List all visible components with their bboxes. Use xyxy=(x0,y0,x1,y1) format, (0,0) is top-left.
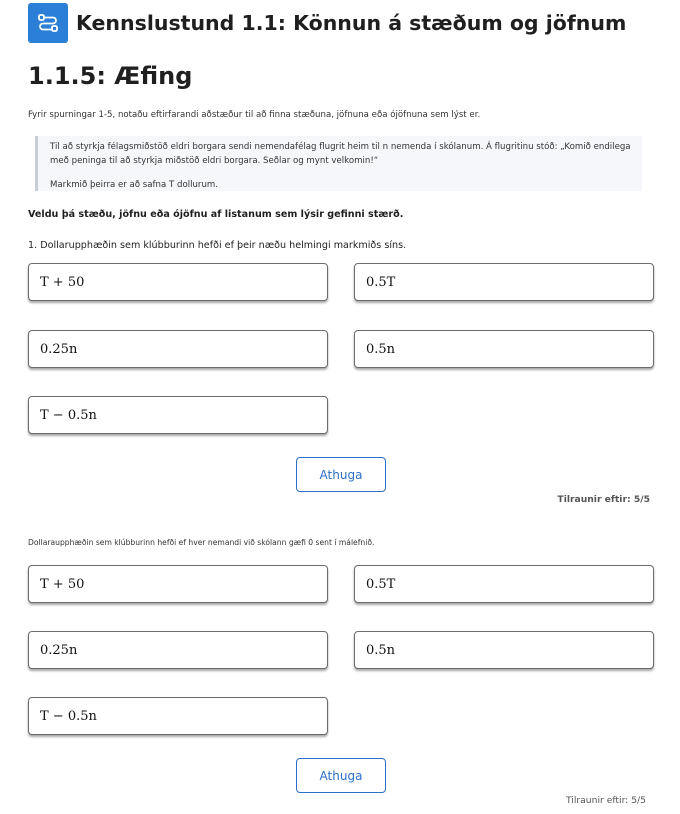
q2-option-1[interactable]: T + 50 xyxy=(28,565,328,603)
q1-option-5[interactable]: T − 0.5n xyxy=(28,396,328,434)
instruction-text: Veldu þá stæðu, jöfnu eða ójöfnu af listanum sem lýsir gefinni stærð. xyxy=(28,209,404,220)
q2-option-2[interactable]: 0.5T xyxy=(354,565,654,603)
q1-check-button[interactable]: Athuga xyxy=(296,457,386,492)
q2-check-button[interactable]: Athuga xyxy=(296,758,386,793)
q1-option-1[interactable]: T + 50 xyxy=(28,263,328,301)
section-title: 1.1.5: Æfing xyxy=(28,62,193,90)
scenario-goal: Markmið þeirra er að safna T dollurum. xyxy=(50,180,219,190)
q2-option-5[interactable]: T − 0.5n xyxy=(28,697,328,735)
q2-option-3[interactable]: 0.25n xyxy=(28,631,328,669)
lesson-title: Kennslustund 1.1: Könnun á stæðum og jöfnum xyxy=(76,11,627,35)
q1-option-2[interactable]: 0.5T xyxy=(354,263,654,301)
question-1-text: 1. Dollarupphæðin sem klúbburinn hefði ef þeir næðu helmingi markmiðs síns. xyxy=(28,240,407,251)
q1-option-3[interactable]: 0.25n xyxy=(28,330,328,368)
intro-text: Fyrir spurningar 1-5, notaðu eftirfarandi aðstæður til að finna stæðuna, jöfnuna eða ójöfnuna sem lýst er. xyxy=(28,110,481,120)
q1-option-4[interactable]: 0.5n xyxy=(354,330,654,368)
q2-attempts-remaining: Tilraunir eftir: 5/5 xyxy=(565,795,646,806)
q1-attempts-remaining: Tilraunir eftir: 5/5 xyxy=(557,494,650,505)
lesson-header xyxy=(28,3,626,43)
scenario-note xyxy=(35,136,642,191)
scenario-text: Til að styrkja félagsmiðstöð eldri borgara sendi nemendafélag flugrit heim til n nemenda í skólanum. Á flugritinu stóð: „Komið endilega með peninga til að styrkja miðstöð eldri borgara. Seðlar og mynt velkomin!“ xyxy=(50,142,631,166)
question-2-text: Dollaraupphæðin sem klúbburinn hefði ef hver nemandi við skólann gæfi 0 sent í málefnið. xyxy=(28,538,375,547)
q2-option-4[interactable]: 0.5n xyxy=(354,631,654,669)
route-icon xyxy=(28,3,68,43)
